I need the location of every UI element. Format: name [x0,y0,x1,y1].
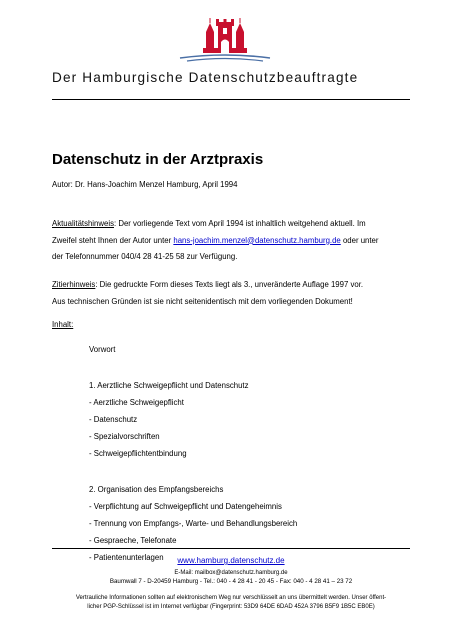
footer-note-line2: licher PGP-Schlüssel ist im Internet verfügbar (Fingerprint: 53D9 64DE 6DAD 452A 3796 B5F9 1B5C EB0E) [87,604,375,610]
footer-email: E-Mail: mailbox@datenschutz.hamburg.de [174,570,288,576]
toc-item: - Gespraeche, Telefonate [89,536,177,545]
toc-item: 2. Organisation des Empfangsbereichs [89,485,224,494]
toc-item: Vorwort [89,345,116,354]
citation-note [52,277,412,310]
citation-label: Zitierhinweis [52,280,96,289]
toc-item: - Patientenunterlagen [89,553,164,562]
actuality-label: Aktualitätshinweis [52,219,114,228]
website-link[interactable]: www.hamburg.datenschutz.de [177,556,285,565]
footer-address: Baumwall 7 - D-20459 Hamburg - Tel.: 040 - 4 28 41 - 20 45 - Fax: 040 - 4 28 41 – 23 72 [109,578,353,585]
hamburg-castle-crest-icon [175,12,275,62]
footer-note-line1: Vertrauliche Informationen sollten auf elektronischem Weg nur verschlüsselt an uns übermittelt werden. Unser öffent- [75,595,387,601]
toc-item: - Trennung von Empfangs-, Warte- und Behandlungsbereich [89,519,298,528]
citation-line1: : Die gedruckte Form dieses Texts liegt als 3., unveränderte Auflage 1997 vor. [95,280,364,289]
toc-item: - Datenschutz [89,415,138,424]
toc-item: - Spezialvorschriften [89,432,160,441]
actuality-line1: : Der vorliegende Text vom April 1994 ist inhaltlich weitgehend aktuell. Im [113,219,366,228]
actuality-line2-post: oder unter [340,235,379,245]
author-email-link[interactable]: hans-joachim.menzel@datenschutz.hamburg.de [173,235,341,245]
author-line: Autor: Dr. Hans-Joachim Menzel Hamburg, April 1994 [52,180,238,189]
toc-item: 1. Aerztliche Schweigepflicht und Datenschutz [89,381,249,390]
actuality-line2-pre: Zweifel steht Ihnen der Autor unter [52,235,174,245]
footer-website [52,556,410,565]
toc-item: - Verpflichtung auf Schweigepflicht und Datengeheimnis [89,502,282,511]
citation-line2: Aus technischen Gründen ist sie nicht seitenidentisch mit dem vorliegenden Dokument! [52,296,353,306]
toc-item: - Aerztliche Schweigepflicht [89,398,184,407]
toc-item: - Schweigepflichtentbindung [89,449,187,458]
organization-name: Der Hamburgische Datenschutzbeauftragte [52,70,359,85]
footer-encryption-note [52,594,410,612]
actuality-line3: der Telefonnummer 040/4 28 41-25 58 zur Verfügung. [52,252,238,261]
contents-label: Inhalt: [52,320,74,329]
header-divider [52,99,410,100]
document-title: Datenschutz in der Arztpraxis [52,151,264,168]
footer-divider [52,548,410,549]
actuality-note [52,216,412,266]
